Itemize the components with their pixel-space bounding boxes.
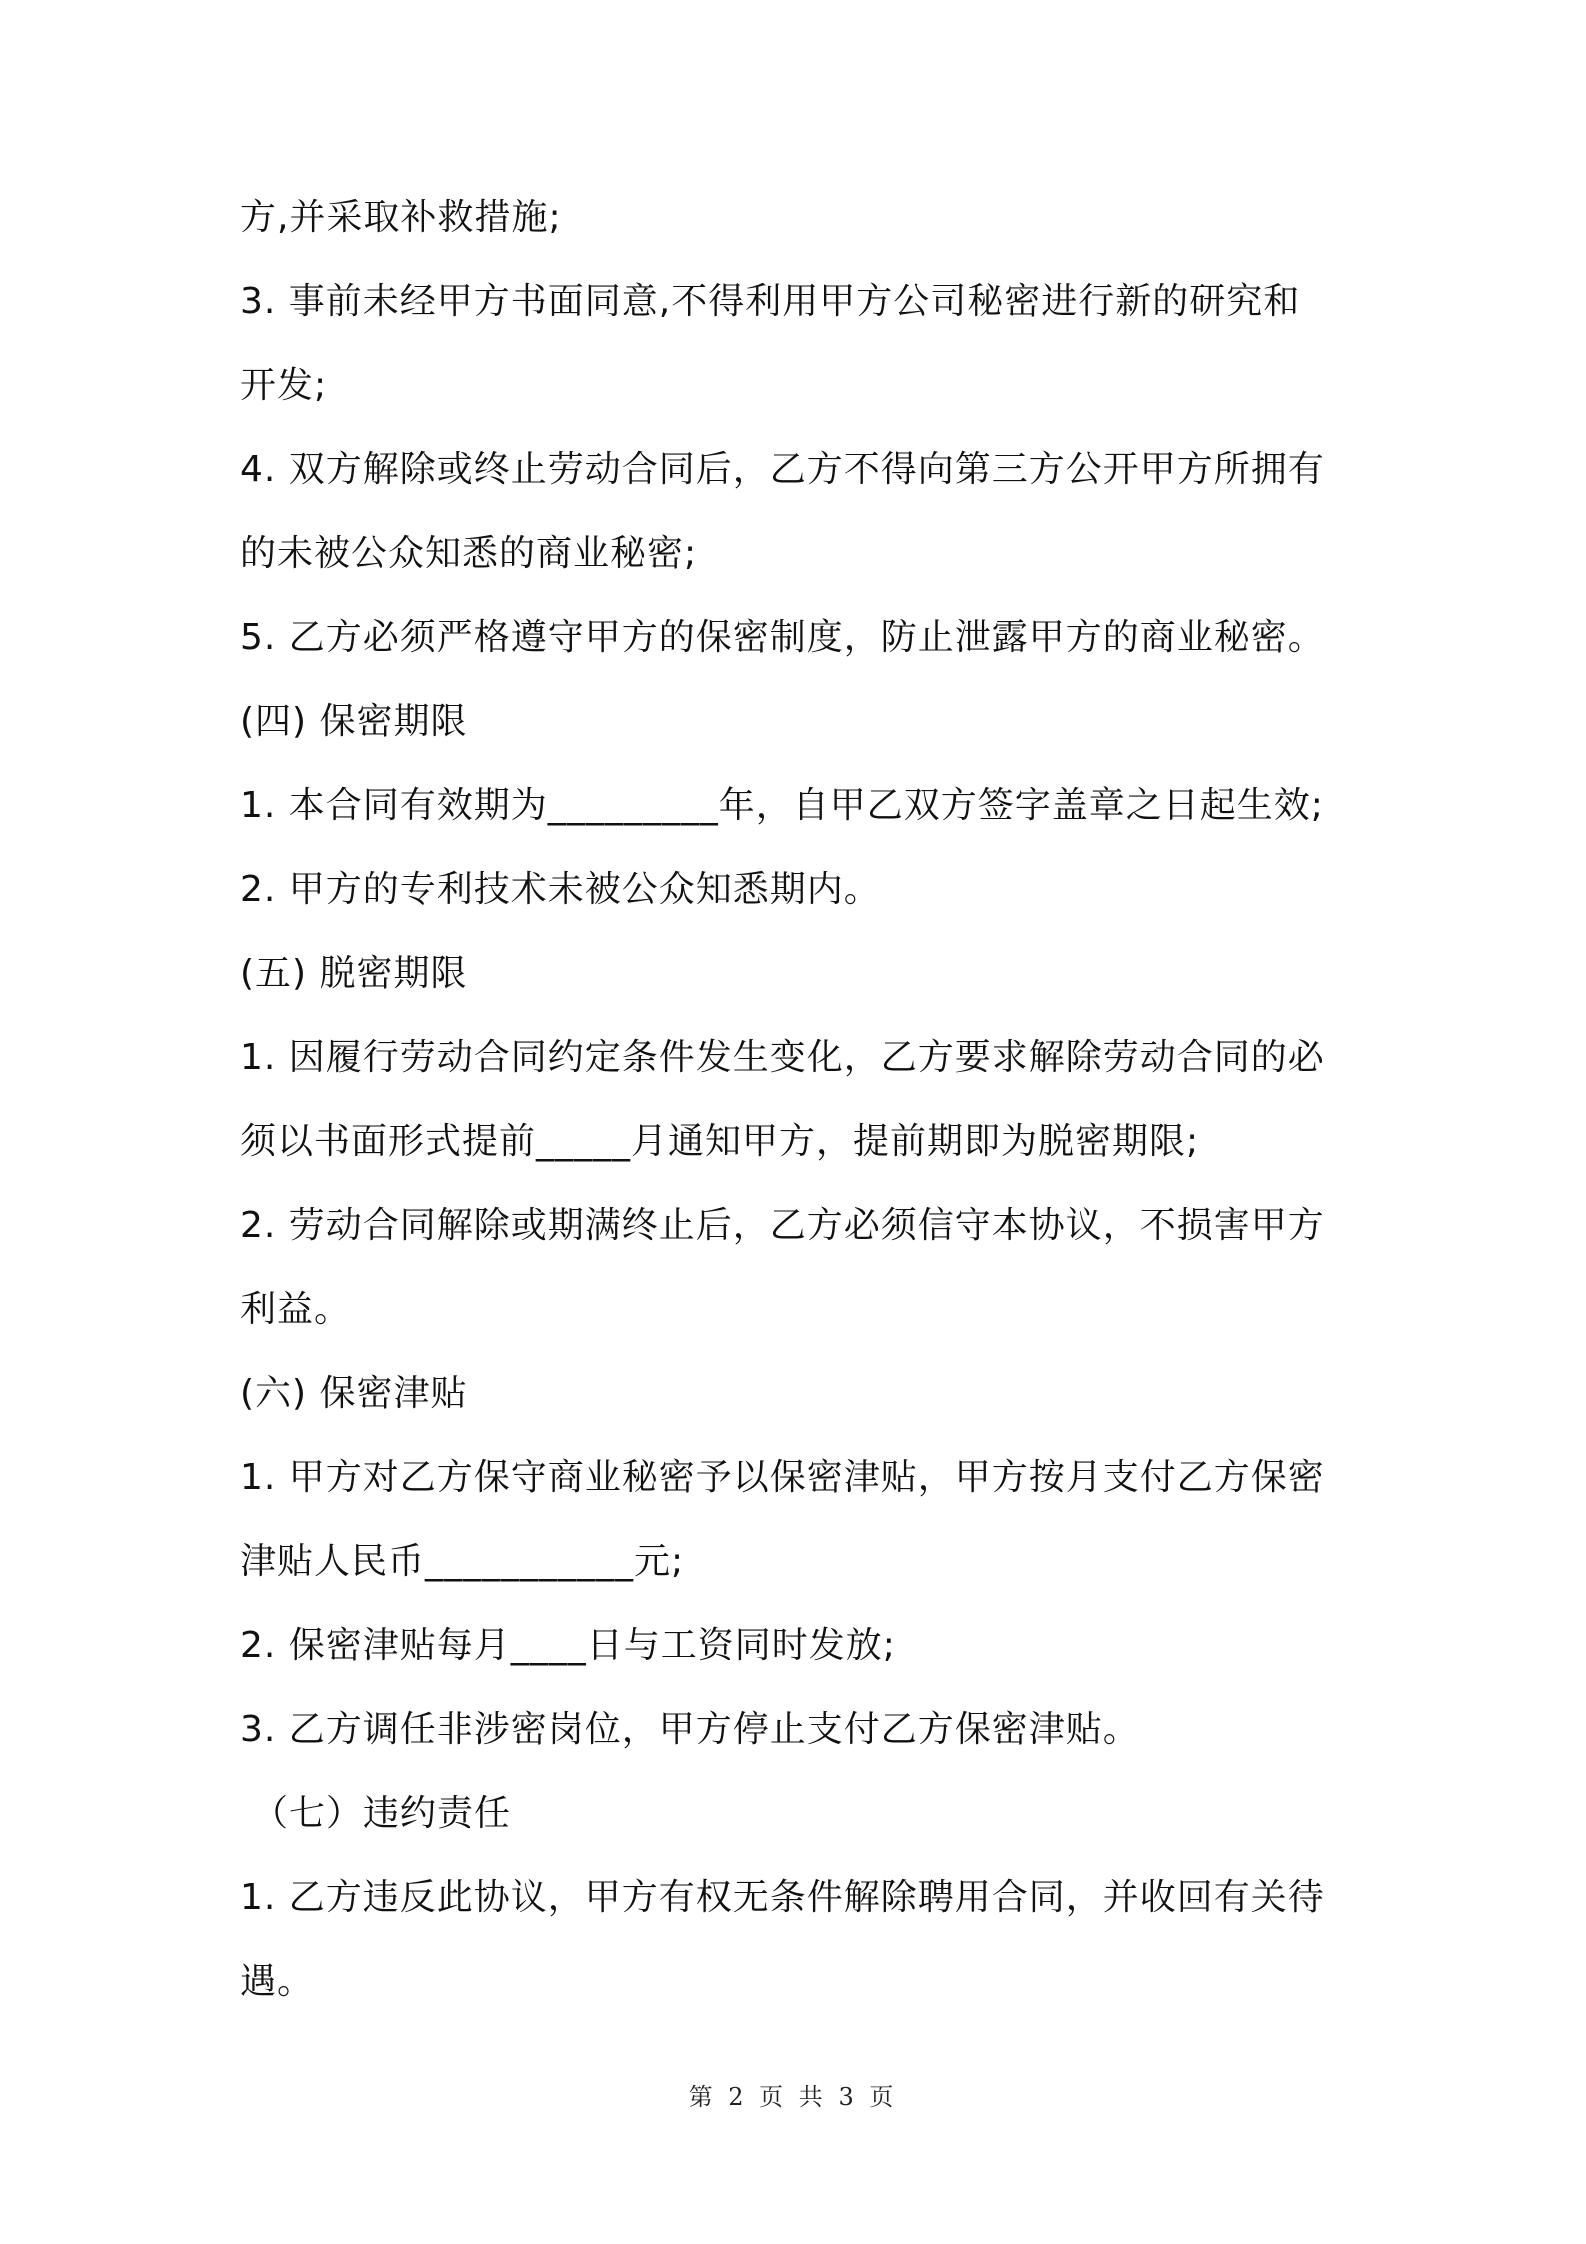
text-line: 的未被公众知悉的商业秘密; xyxy=(240,533,698,574)
section-heading: （七）违约责任 xyxy=(252,1793,512,1834)
text-line: 开发; xyxy=(240,365,328,406)
text-line: 3. 事前未经甲方书面同意,不得利用甲方公司秘密进行新的研究和 xyxy=(240,281,1301,322)
text-line: 1. 乙方违反此协议，甲方有权无条件解除聘用合同，并收回有关待 xyxy=(240,1877,1325,1918)
section-heading: (四) 保密期限 xyxy=(240,701,468,742)
section-heading: (六) 保密津贴 xyxy=(240,1373,468,1414)
text-line: 津贴人民币___________元; xyxy=(240,1541,685,1582)
text-line: 方,并采取补救措施; xyxy=(240,197,562,238)
text-line: 1. 因履行劳动合同约定条件发生变化，乙方要求解除劳动合同的必 xyxy=(240,1037,1325,1078)
text-line: 2. 甲方的专利技术未被公众知悉期内。 xyxy=(240,869,881,910)
section-heading: (五) 脱密期限 xyxy=(240,953,468,994)
text-line: 3. 乙方调任非涉密岗位，甲方停止支付乙方保密津贴。 xyxy=(240,1709,1140,1750)
text-line: 1. 本合同有效期为_________年，自甲乙双方签字盖章之日起生效; xyxy=(240,785,1324,826)
text-line: 5. 乙方必须严格遵守甲方的保密制度，防止泄露甲方的商业秘密。 xyxy=(240,617,1325,658)
page-number-footer: 第 2 页 共 3 页 xyxy=(688,2083,898,2111)
text-line: 2. 保密津贴每月____日与工资同时发放; xyxy=(240,1625,896,1666)
text-line: 2. 劳动合同解除或期满终止后，乙方必须信守本协议，不损害甲方 xyxy=(240,1205,1325,1246)
text-line: 1. 甲方对乙方保守商业秘密予以保密津贴，甲方按月支付乙方保密 xyxy=(240,1457,1325,1498)
text-line: 4. 双方解除或终止劳动合同后，乙方不得向第三方公开甲方所拥有 xyxy=(240,449,1325,490)
text-line: 遇。 xyxy=(240,1961,315,2002)
text-line: 须以书面形式提前_____月通知甲方，提前期即为脱密期限; xyxy=(240,1121,1200,1162)
text-line: 利益。 xyxy=(240,1289,352,1330)
